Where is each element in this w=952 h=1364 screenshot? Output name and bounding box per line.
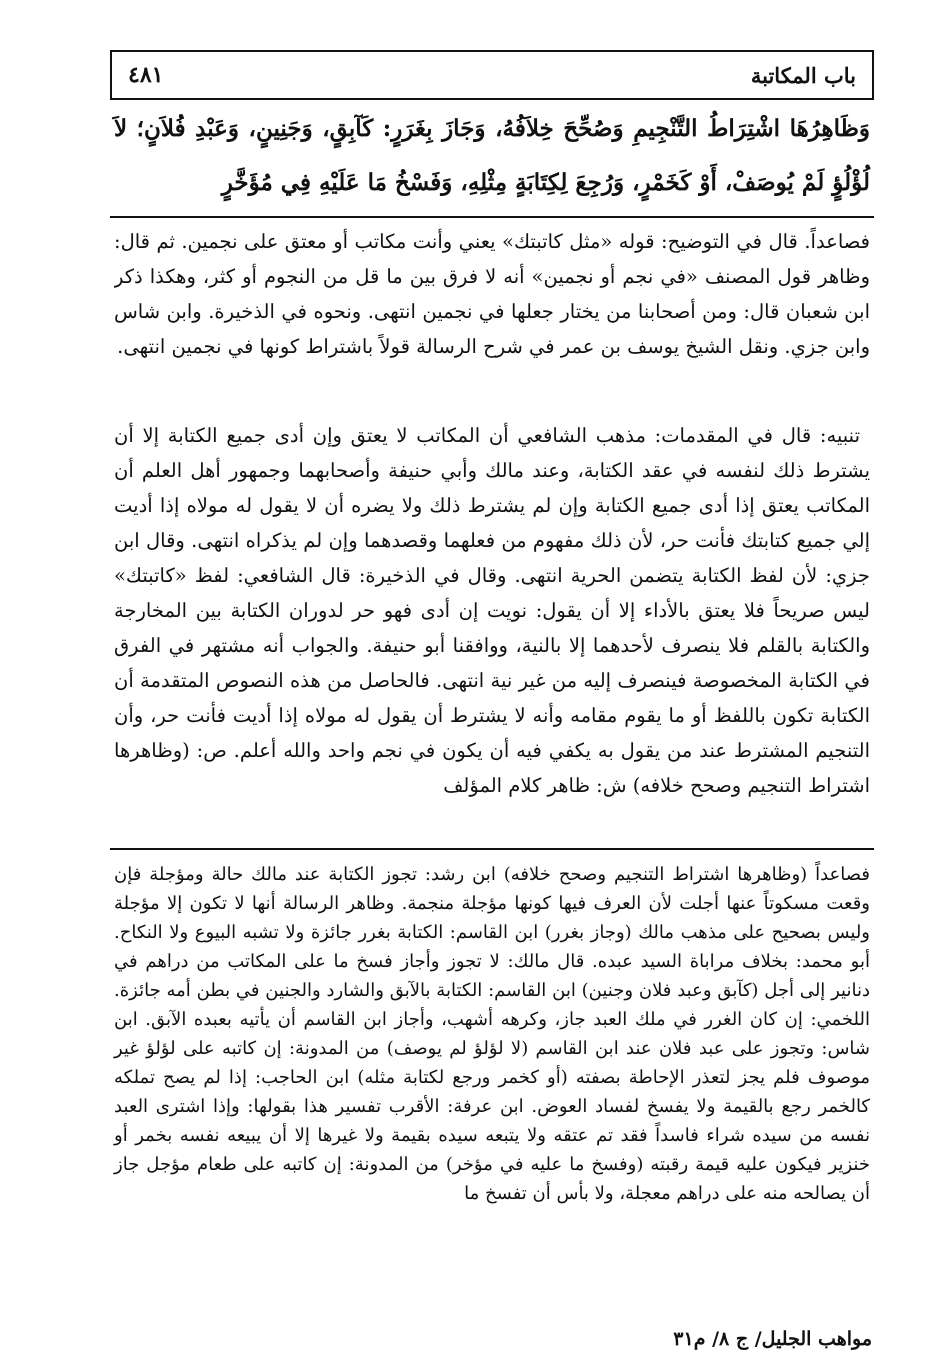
matn-text: وَظَاهِرُهَا اشْتِرَاطُ التَّنْجِيمِ وَصُحِّحَ خِلاَفُهُ، وَجَازَ بِغَرَرٍ: كَآبِقٍ، وَجَنِينٍ، وَعَبْدِ فُلاَنٍ؛ لاَ لُؤْلُؤٍ لَمْ يُوصَفْ، أَوْ كَخَمْرٍ، وَرُجِعَ لِكِتَابَةٍ مِثْلِهِ، وَفَسْخُ مَا عَلَيْهِ فِي مُؤَخَّرٍ xyxy=(114,115,870,196)
chapter-title: باب المكاتبة xyxy=(750,62,856,88)
page-number: ٤٨١ xyxy=(128,62,164,88)
commentary-paragraph: تنبيه: قال في المقدمات: مذهب الشافعي أن المكاتب لا يعتق وإن أدى جميع الكتابة إلا أن يشترط ذلك لنفسه في عقد الكتابة، وعند مالك وأبي حنيفة وأصحابهما وجمهور أهل العلم أن المكاتب يعتق إذا أدى جميع الكتابة وإن لم يشترط ذلك ولا يضره أن لا يقول له مولاه إذا أديت إلي جميع كتابتك فأنت حر، لأن ذلك مفهوم من فعلهما وقصدهما وإن لم يذكراه انتهى. وقال ابن جزي: لأن لفظ الكتابة يتضمن الحرية انتهى. وقال في الذخيرة: قال الشافعي: لفظ «كاتبتك» ليس صريحاً فلا يعتق بالأداء إلا أن يقول: نويت إن أدى فهو حر لدوران الكتابة بين المخارجة والكتابة بالقلم فلا ينصرف لأحدهما إلا بالنية، ووافقنا أبو حنيفة. والجواب أنه مشتهر في الفرق في الكتابة المخصوصة فينصرف إليه من غير نية انتهى. فالحاصل من هذه النصوص المتقدمة أن الكتابة تكون باللفظ أو ما يقوم مقامه وأنه لا يشترط أن يقول له مولاه إذا أديت فأنت حر، وأن التنجيم المشترط عند من يقول به يكفي فيه أن يكون في نجم واحد والله أعلم. ص: (وظاهرها اشتراط التنجيم وصحح خلافه) ش: ظاهر كلام المؤلف xyxy=(114,424,870,797)
commentary-paragraph: فصاعداً. قال في التوضيح: قوله «مثل كاتبتك» يعني وأنت مكاتب أو معتق على نجمين. ثم قال: وظاهر قول المصنف «في نجم أو نجمين» أنه لا فرق بين ما قل من النجوم أو كثر، وهكذا ذكر ابن شعبان قال: ومن أصحابنا من يختار جعلها في نجمين انتهى. ونحوه في الذخيرة. وابن شاس وابن جزي. ونقل الشيخ يوسف بن عمر في شرح الرسالة قولاً باشتراط كونها في نجمين انتهى. xyxy=(114,230,870,358)
footnotes-text: فصاعداً (وظاهرها اشتراط التنجيم وصحح خلافه) ابن رشد: تجوز الكتابة عند مالك حالة ومؤجلة فإن وقعت مسكوتاً عنها أجلت لأن العرف فيها كونها مؤجلة منجمة. وظاهر الرسالة أنها لا تكون إلا مؤجلة وليس بصحيح على مذهب مالك (وجاز بغرر) ابن القاسم: الكتابة بغرر جائزة ولا تشبه البيوع ولا النكاح. أبو محمد: بخلاف مراباة السيد عبده. قال مالك: لا تجوز وأجاز فسخ ما على المكاتب من دراهم في دنانير إلى أجل (كآبق وعبد فلان وجنين) ابن القاسم: الكتابة بالآبق والشارد والجنين في بطن أمه جائزة. اللخمي: إن كان الغرر في ملك العبد جاز، وكرهه أشهب، وأجاز ابن القاسم أن يأتيه بعبده الآبق. ابن شاس: وتجوز على عبد فلان عند ابن القاسم (لا لؤلؤ لم يوصف) من المدونة: إن كاتبه على لؤلؤ غير موصوف فلم يجز لتعذر الإحاطة بصفته (أو كخمر ورجع لكتابة مثله) ابن الحاجب: إذا لم يصح تملكه كالخمر رجع بالقيمة ولا يفسخ لفساد العوض. ابن عرفة: الأقرب تفسير هذا بقولها: وإذا اشترى العبد نفسه من سيده شراء فاسداً فقد تم عتقه ولا يتبعه سيده بقيمة ولا غيرها إلا أن يبيعه نفسه بخمر أو خنزير فيكون عليه قيمة رقبته (وفسخ ما عليه في مؤخر) من المدونة: إن كاتبه على طعام مؤجل جاز أن يصالحه منه على دراهم معجلة، ولا بأس أن تفسخ ما xyxy=(114,864,870,1204)
commentary-section xyxy=(110,218,874,848)
page-header xyxy=(110,50,874,100)
footer-reference: مواهب الجليل/ ج ٨/ م٣١ xyxy=(673,1328,872,1350)
